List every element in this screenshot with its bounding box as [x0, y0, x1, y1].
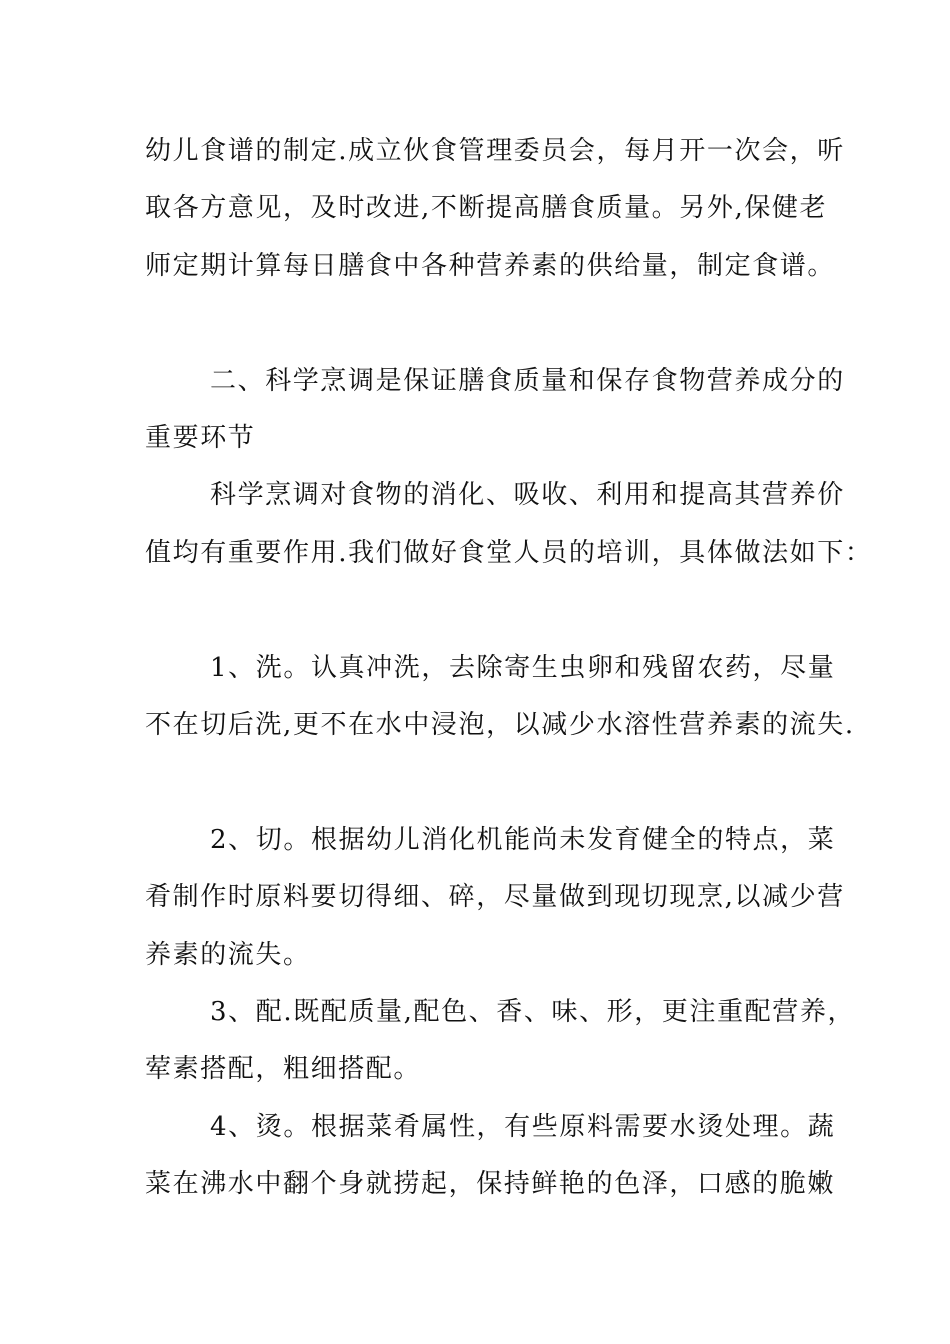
- paragraph-line: 值均有重要作用.我们做好食堂人员的培训，具体做法如下：: [145, 538, 873, 568]
- section-heading-line: 重要环节: [145, 423, 256, 453]
- list-item-line: 1、洗。认真冲洗，去除寄生虫卵和残留农药，尽量: [210, 653, 836, 683]
- list-item-line: 养素的流失。: [145, 940, 311, 970]
- paragraph-line: 师定期计算每日膳食中各种营养素的供给量，制定食谱。: [145, 251, 836, 281]
- list-item-line: 肴制作时原料要切得细、碎，尽量做到现切现烹,以减少营: [145, 882, 845, 912]
- list-item-line: 4、烫。根据菜肴属性，有些原料需要水烫处理。蔬: [210, 1112, 836, 1142]
- list-item-line: 菜在沸水中翻个身就捞起，保持鲜艳的色泽，口感的脆嫩: [145, 1169, 836, 1199]
- paragraph-line: 幼儿食谱的制定.成立伙食管理委员会，每月开一次会，听: [145, 136, 845, 166]
- list-item-line: 2、切。根据幼儿消化机能尚未发育健全的特点，菜: [210, 825, 836, 855]
- paragraph-line: 取各方意见，及时改进,不断提高膳食质量。另外,保健老: [145, 193, 828, 223]
- list-item-line: 不在切后洗,更不在水中浸泡，以减少水溶性营养素的流失.: [145, 710, 855, 740]
- list-item-line: 3、配.既配质量,配色、香、味、形，更注重配营养，: [210, 997, 856, 1027]
- section-heading-line: 二、科学烹调是保证膳食质量和保存食物营养成分的: [210, 366, 845, 396]
- paragraph-line: 科学烹调对食物的消化、吸收、利用和提高其营养价: [210, 480, 845, 510]
- list-item-line: 荤素搭配，粗细搭配。: [145, 1054, 422, 1084]
